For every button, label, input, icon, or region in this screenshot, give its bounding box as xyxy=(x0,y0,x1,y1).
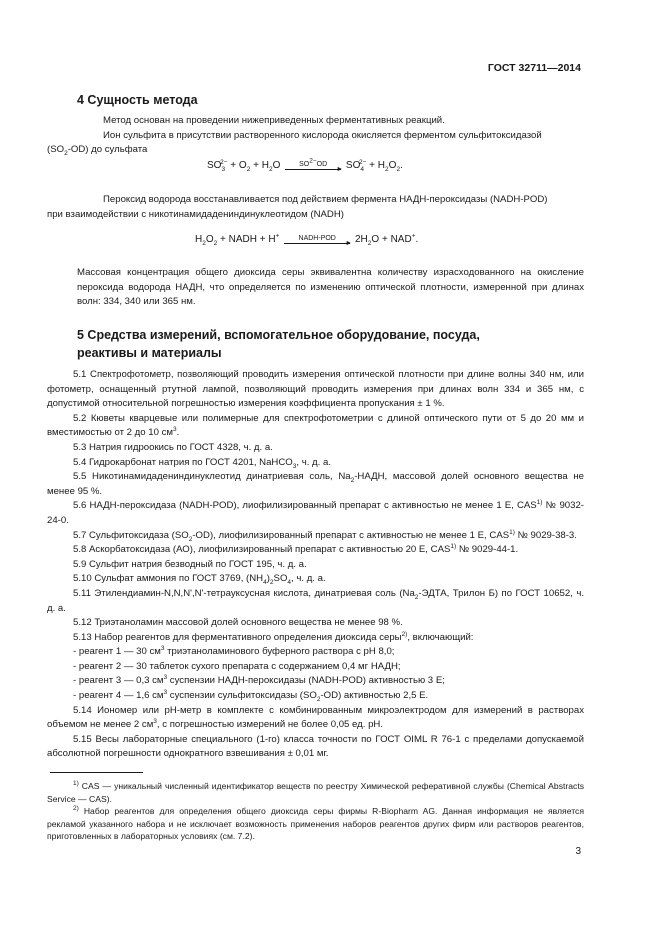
paragraph: Пероксид водорода восстанавливается под действием фермента НАДН-пероксидазы (NADH-POD) xyxy=(103,194,548,205)
paragraph: Ион сульфита в присутствии растворенного кислорода окисляется ферментом сульфитоксидазой xyxy=(103,129,542,141)
reagent-item: - реагент 1 — 30 $см^3$ триэтаноламинового буферного раствора с pH 8,0; xyxy=(73,645,395,658)
page-number: 3 xyxy=(575,846,581,857)
section-4-peroxide xyxy=(47,193,584,222)
footnotes xyxy=(47,780,584,843)
list-item: 5.11 Этилендиамин-N,N,N',N'-тетрауксусная кислота, динатриевая соль ($Na_2$-ЭДТА, Трилон Б) по ГОСТ 10652, ч. д. а. xyxy=(47,587,585,614)
list-item: 5.8 Аскорбатоксидаза (АО), лиофилизированный препарат с активностью 20 Е, CAS$^{1)}$ № 9029-44-1. xyxy=(73,542,519,556)
equation-nadh-oxidation: $H_2O_2$ + NADH + H+ NADH-POD ► $2H_2O + NAD^+$. xyxy=(195,232,419,247)
equation-sulfite-oxidation: $SO_3^{2-} + O_2 + H_2O$ $SO^{2-}OD$ ► $SO_4^{2-} + H_2O_2$. xyxy=(207,157,403,173)
document-code: ГОСТ 32711—2014 xyxy=(487,62,581,74)
list-item: 5.9 Сульфит натрия безводный по ГОСТ 195, ч. д. а. xyxy=(73,558,307,570)
list-item: 5.15 Весы лабораторные специального (1-го) класса точности по ГОСТ OIML R 76-1 с пределами допускаемой абсолютной погрешности однократного взвешивания ± 0,01 мг. xyxy=(47,733,584,760)
section-4-intro xyxy=(47,114,584,158)
list-item: 5.12 Триэтаноламин массовой долей основного вещества не менее 98 %. xyxy=(73,617,403,629)
paragraph: при взаимодействии с никотинамидадениндинуклеотидом (NADH) xyxy=(47,208,344,220)
section-4-title: 4 Сущность метода xyxy=(77,93,198,107)
list-item: 5.3 Натрия гидроокись по ГОСТ 4328, ч. д. а. xyxy=(73,441,273,453)
list-item: 5.2 Кюветы кварцевые или полимерные для спектрофотометрии с длиной оптического пути от 5 до 20 мм и вместимостью от 2 до 10 $см^3$. xyxy=(47,412,584,439)
footnote: $^{2)}$ Набор реагентов для определения общего диоксида серы фирмы R-Biopharm AG. Данная информация не является рекламой указанного набора и не исключает возможность применения наборов реагентов других фирм или растворов реагентов, приготовленных в лабораторных условиях (см. 7.2). xyxy=(47,805,584,841)
reaction-arrow: $SO^{2-}OD$ ► xyxy=(285,161,341,170)
list-item: 5.6 НАДН-пероксидаза (NADH-POD), лиофилизированный препарат с активностью не менее 1 Е, CAS$^{1)}$ № 9032-24-0. xyxy=(47,499,584,526)
list-item: 5.5 Никотинамидадениндинуклеотид динатриевая соль, $Na_2$-НАДН, массовой долей основного вещества не менее 95 %. xyxy=(47,471,584,497)
list-item: 5.7 Сульфитоксидаза $(SO_2-OD)$, лиофилизированный препарат с активностью не менее 1 Е, CAS$^{1)}$ № 9029-38-3. xyxy=(73,528,577,543)
list-item: 5.14 Иономер или pH-метр в комплекте с комбинированным микроэлектродом для измерений в растворах объемом не менее 2 $см^3$, с погрешностью измерений не более 0,05 ед. pH. xyxy=(47,704,584,731)
paragraph: $(SO_2-OD)$ до сульфата xyxy=(47,144,148,158)
list-item: 5.1 Спектрофотометр, позволяющий проводить измерения оптической плотности при длине волны 340 нм, или фотометр, оснащенный ртутной лампой, позволяющий проводить измерения при длинах волн 334 и 365 нм, с допустимой относительной погрешностью измерения коэффициента пропускания ± 1 %. xyxy=(47,369,584,410)
reagent-item: - реагент 2 — 30 таблеток сухого препарата с содержанием 0,4 мг НАДН; xyxy=(73,660,401,672)
footnote: $^{1)}$ CAS — уникальный численный идентификатор веществ по реестру Химической реферативной службы (Chemical Abstracts Service — CAS). xyxy=(47,780,584,804)
footnote-separator xyxy=(50,772,143,773)
section-4-conclusion xyxy=(77,266,584,310)
paragraph: Метод основан на проведении нижеприведенных ферментативных реакций. xyxy=(103,115,445,126)
paragraph: Массовая концентрация общего диоксида серы эквивалентна количеству израсходованного на окисление пероксида водорода НАДН, что определяется по изменению оптической плотности, измеренной при длинах волн: 334, 340 или 365 нм. xyxy=(77,267,584,308)
section-5-list xyxy=(47,368,584,762)
arrow-label: $SO^{2-}OD$ xyxy=(299,157,328,168)
reagent-item: - реагент 3 — 0,3 $см^3$ суспензии НАДН-пероксидазы (NADH-POD) активностью 3 Е; xyxy=(73,674,445,687)
reagent-item: - реагент 4 — 1,6 $см^3$ суспензии сульфитоксидазы $(SO_2-OD)$ активностью 2,5 Е. xyxy=(73,688,429,703)
list-item: 5.13 Набор реагентов для ферментативного определения диоксида серы$^{2)}$, включающий: xyxy=(73,630,474,643)
list-item: 5.4 Гидрокарбонат натрия по ГОСТ 4201, NaHCO$_3$, ч. д. а. xyxy=(73,456,331,470)
section-5-title: 5 Средства измерений, вспомогательное оборудование, посуда, реактивы и материалы xyxy=(77,328,480,360)
list-item: 5.10 Сульфат аммония по ГОСТ 3769, $(NH_4)_2SO_4$, ч. д. а. xyxy=(73,573,326,587)
reaction-arrow: NADH-POD ► xyxy=(284,235,350,244)
arrow-label: NADH-POD xyxy=(298,234,336,242)
